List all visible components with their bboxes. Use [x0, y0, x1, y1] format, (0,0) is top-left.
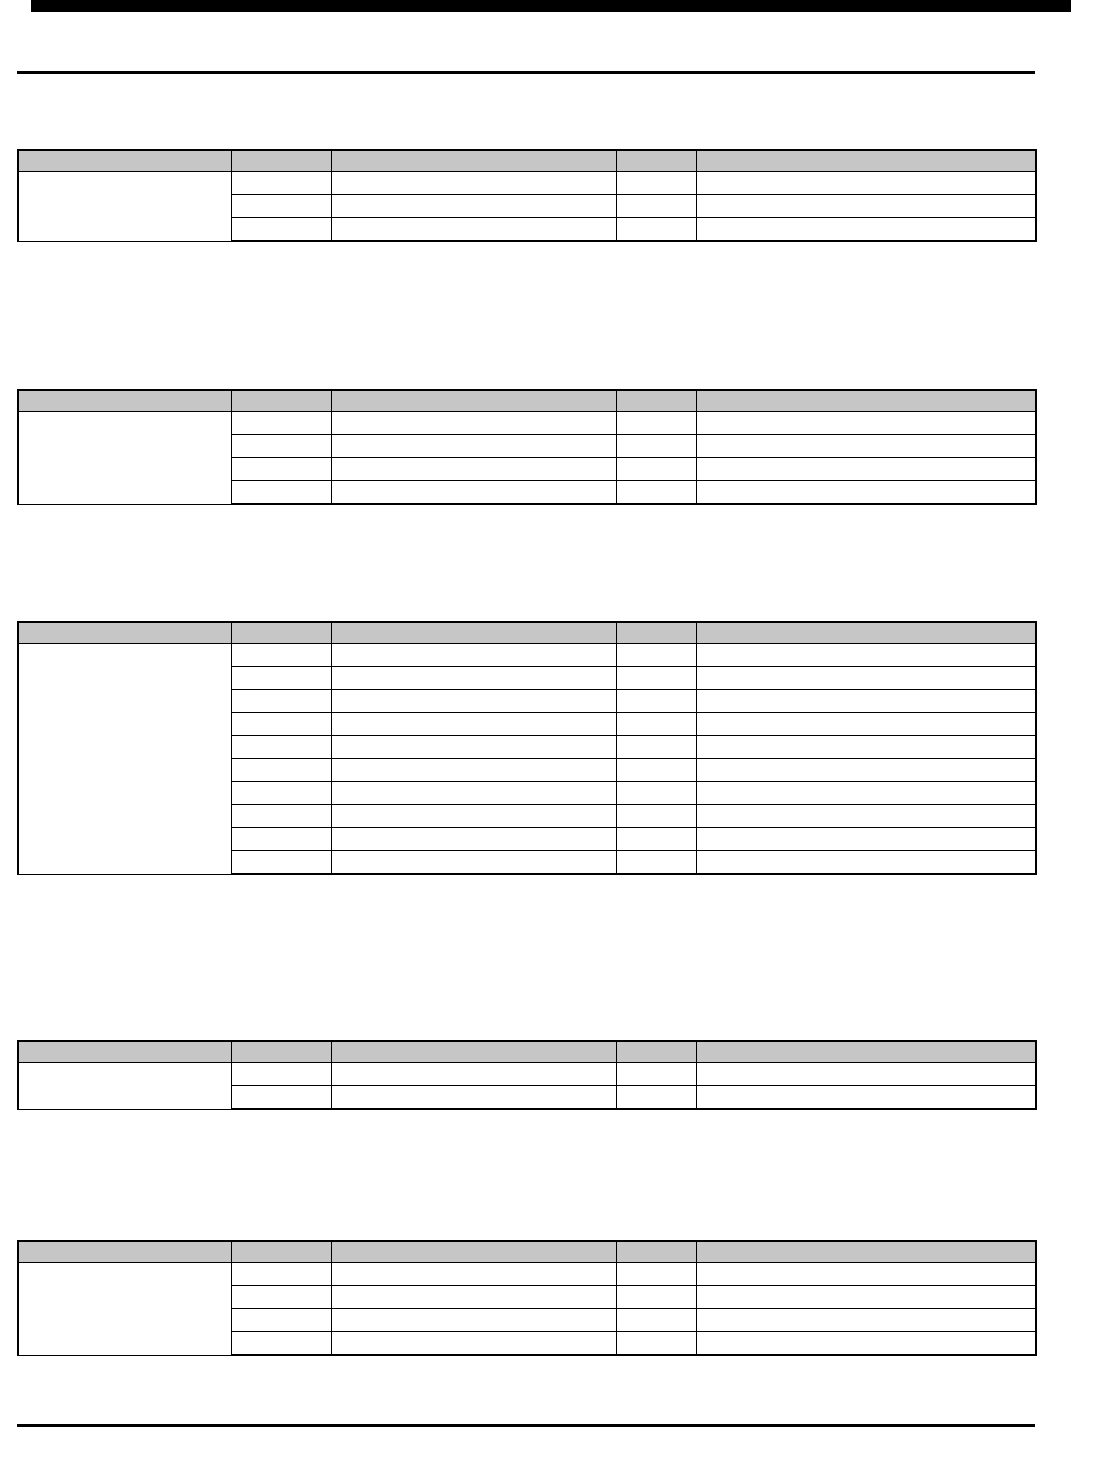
cell-size: [616, 1286, 696, 1309]
cell-notes: [696, 481, 1036, 505]
cell-notes: [696, 690, 1036, 713]
th-size: [616, 622, 696, 644]
table-row: [18, 1263, 1036, 1286]
cell-type: [231, 1309, 331, 1332]
th-type: [231, 622, 331, 644]
th-size: [616, 390, 696, 412]
cell-type: [231, 195, 331, 218]
th-name: [18, 1241, 231, 1263]
cell-notes: [696, 1063, 1036, 1086]
row-label-cell: [18, 644, 231, 875]
cell-type: [231, 851, 331, 875]
th-notes: [696, 1241, 1036, 1263]
th-name: [18, 150, 231, 172]
th-size: [616, 1241, 696, 1263]
cell-description: [331, 782, 616, 805]
cell-notes: [696, 218, 1036, 242]
data-table-4: [17, 1040, 1037, 1110]
cell-type: [231, 713, 331, 736]
th-description: [331, 1041, 616, 1063]
th-notes: [696, 622, 1036, 644]
cell-size: [616, 851, 696, 875]
th-notes: [696, 390, 1036, 412]
th-type: [231, 1241, 331, 1263]
cell-size: [616, 172, 696, 195]
cell-notes: [696, 805, 1036, 828]
th-type: [231, 1041, 331, 1063]
cell-description: [331, 690, 616, 713]
cell-size: [616, 736, 696, 759]
table-2-header-row: [18, 390, 1036, 412]
cell-description: [331, 172, 616, 195]
cell-notes: [696, 412, 1036, 435]
table-1-header-row: [18, 150, 1036, 172]
data-table-3: [17, 621, 1037, 875]
cell-description: [331, 667, 616, 690]
cell-size: [616, 759, 696, 782]
cell-type: [231, 172, 331, 195]
th-notes: [696, 1041, 1036, 1063]
th-notes: [696, 150, 1036, 172]
cell-notes: [696, 736, 1036, 759]
cell-notes: [696, 1332, 1036, 1356]
th-description: [331, 622, 616, 644]
cell-description: [331, 435, 616, 458]
cell-description: [331, 458, 616, 481]
cell-notes: [696, 195, 1036, 218]
cell-type: [231, 1063, 331, 1086]
cell-notes: [696, 1263, 1036, 1286]
cell-type: [231, 1086, 331, 1110]
cell-type: [231, 435, 331, 458]
cell-notes: [696, 828, 1036, 851]
cell-size: [616, 1332, 696, 1356]
row-label-cell: [18, 412, 231, 505]
cell-notes: [696, 851, 1036, 875]
th-description: [331, 150, 616, 172]
cell-description: [331, 736, 616, 759]
cell-notes: [696, 644, 1036, 667]
cell-type: [231, 644, 331, 667]
table-3-header-row: [18, 622, 1036, 644]
header-divider-rule: [17, 71, 1035, 74]
th-type: [231, 150, 331, 172]
cell-type: [231, 759, 331, 782]
cell-description: [331, 218, 616, 242]
cell-size: [616, 218, 696, 242]
cell-description: [331, 1063, 616, 1086]
cell-size: [616, 458, 696, 481]
cell-description: [331, 195, 616, 218]
cell-notes: [696, 759, 1036, 782]
cell-type: [231, 736, 331, 759]
cell-size: [616, 782, 696, 805]
th-description: [331, 1241, 616, 1263]
data-table-5: [17, 1240, 1037, 1356]
page-top-bar: [31, 0, 1071, 12]
th-type: [231, 390, 331, 412]
cell-description: [331, 1263, 616, 1286]
cell-type: [231, 782, 331, 805]
cell-notes: [696, 172, 1036, 195]
cell-description: [331, 713, 616, 736]
row-label-cell: [18, 172, 231, 242]
table-4-header-row: [18, 1041, 1036, 1063]
cell-type: [231, 1263, 331, 1286]
row-label-cell: [18, 1063, 231, 1110]
cell-notes: [696, 458, 1036, 481]
cell-notes: [696, 1086, 1036, 1110]
cell-size: [616, 1086, 696, 1110]
cell-size: [616, 1063, 696, 1086]
cell-size: [616, 828, 696, 851]
cell-notes: [696, 713, 1036, 736]
cell-size: [616, 713, 696, 736]
cell-notes: [696, 1286, 1036, 1309]
cell-description: [331, 644, 616, 667]
cell-description: [331, 759, 616, 782]
cell-type: [231, 805, 331, 828]
th-size: [616, 1041, 696, 1063]
cell-size: [616, 805, 696, 828]
cell-type: [231, 828, 331, 851]
cell-notes: [696, 1309, 1036, 1332]
table-row: [18, 412, 1036, 435]
cell-description: [331, 1086, 616, 1110]
cell-type: [231, 667, 331, 690]
cell-description: [331, 1309, 616, 1332]
cell-description: [331, 412, 616, 435]
cell-type: [231, 218, 331, 242]
cell-description: [331, 481, 616, 505]
table-row: [18, 172, 1036, 195]
cell-description: [331, 1332, 616, 1356]
cell-size: [616, 481, 696, 505]
th-size: [616, 150, 696, 172]
footer-divider-rule: [17, 1424, 1035, 1427]
th-description: [331, 390, 616, 412]
table-row: [18, 644, 1036, 667]
cell-notes: [696, 782, 1036, 805]
data-table-1: [17, 149, 1037, 242]
cell-notes: [696, 667, 1036, 690]
cell-type: [231, 1286, 331, 1309]
table-row: [18, 1063, 1036, 1086]
cell-size: [616, 644, 696, 667]
cell-size: [616, 435, 696, 458]
cell-type: [231, 412, 331, 435]
cell-description: [331, 828, 616, 851]
cell-type: [231, 458, 331, 481]
cell-type: [231, 1332, 331, 1356]
cell-size: [616, 195, 696, 218]
cell-type: [231, 690, 331, 713]
cell-size: [616, 667, 696, 690]
cell-description: [331, 805, 616, 828]
cell-size: [616, 1263, 696, 1286]
th-name: [18, 390, 231, 412]
cell-description: [331, 1286, 616, 1309]
cell-size: [616, 1309, 696, 1332]
row-label-cell: [18, 1263, 231, 1356]
cell-description: [331, 851, 616, 875]
th-name: [18, 622, 231, 644]
th-name: [18, 1041, 231, 1063]
data-table-2: [17, 389, 1037, 505]
table-5-header-row: [18, 1241, 1036, 1263]
cell-size: [616, 690, 696, 713]
cell-size: [616, 412, 696, 435]
cell-type: [231, 481, 331, 505]
cell-notes: [696, 435, 1036, 458]
